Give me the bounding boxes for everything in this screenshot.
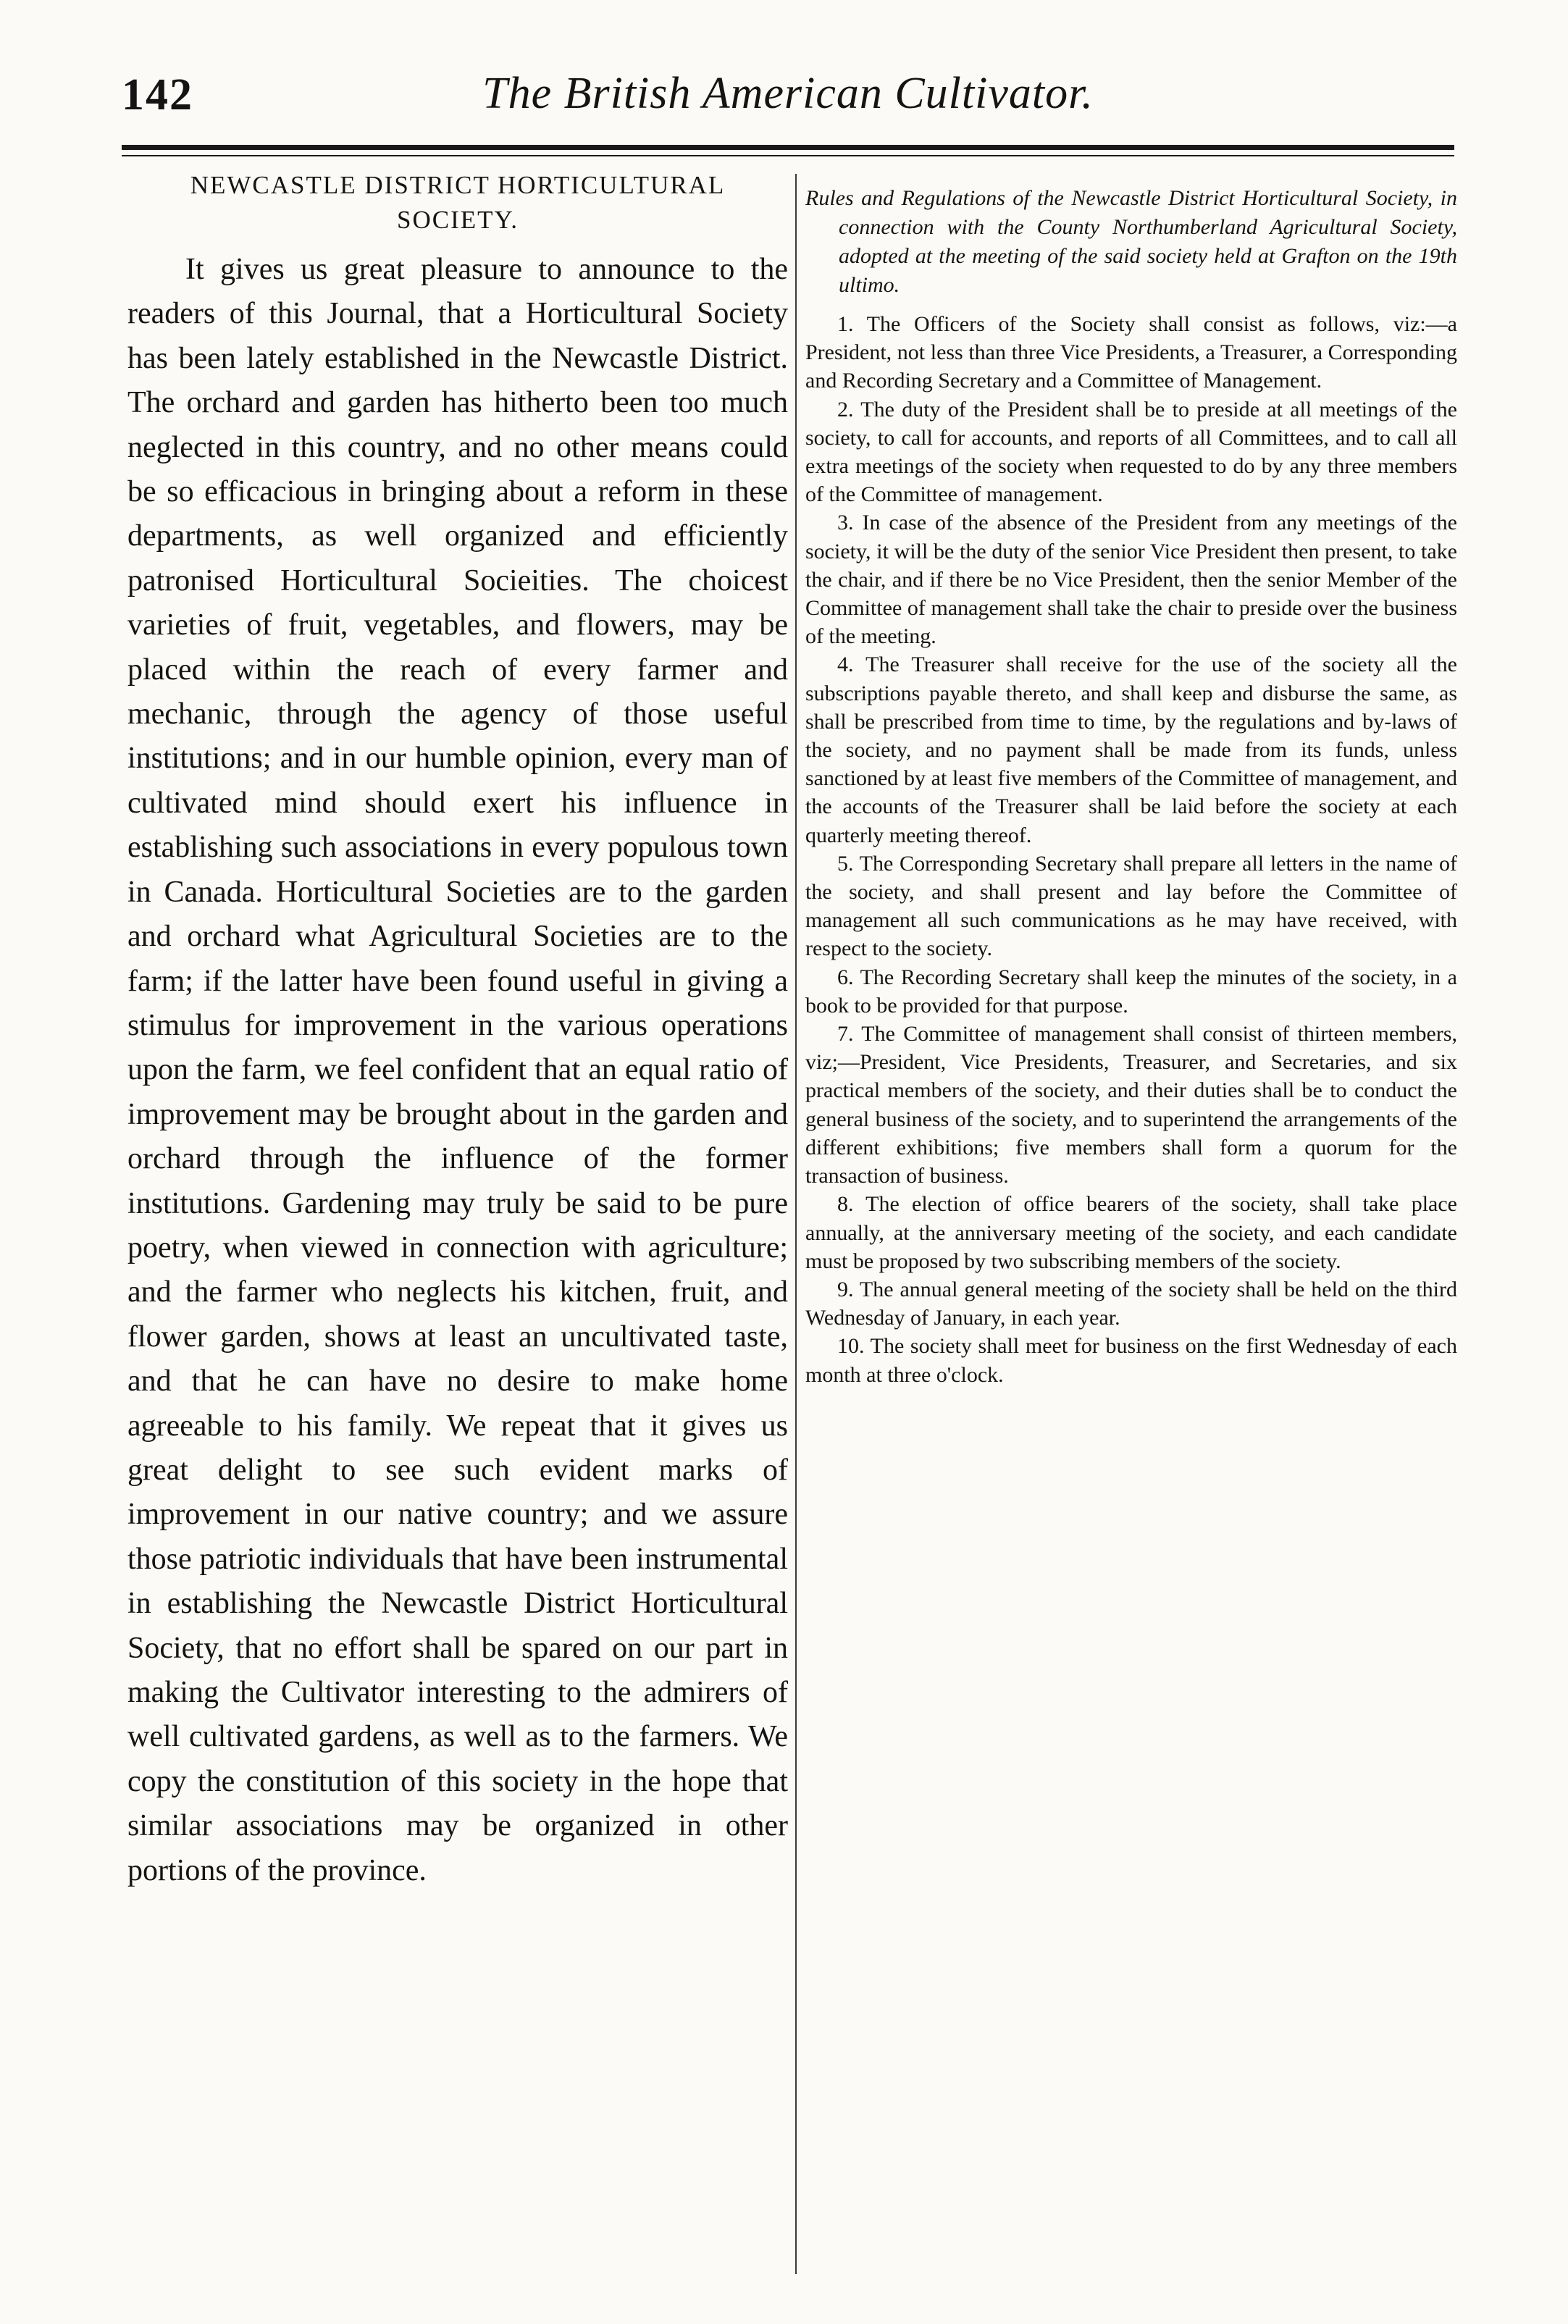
rule-item: 6. The Recording Secretary shall keep the minutes of the society, in a book to be provided for that purpose. xyxy=(805,965,1457,1018)
article-body: It gives us great pleasure to announce to the readers of this Journal, that a Horticultural Society has been lately established in the Newcastle District. The orchard and garden has hitherto been too much neglected in this country, and no other means could be so efficacious in bringing about a reform in these departments, as well organized and efficiently patronised Horticultural Socieities. The choicest varieties of fruit, vegetables, and flowers, may be placed within the reach of every farmer and mechanic, through the agency of those useful institutions; and in our humble opinion, every man of cultivated mind should exert his influence in establishing such associations in every populous town in Canada. Horticultural Societies are to the garden and orchard what Agricultural Societies are to the farm; if the latter have been found useful in giving a stimulus for improvement in the various operations upon the farm, we feel confident that an equal ratio of improvement may be brought about in the garden and orchard through the influence of the former institutions. Gardening may truly be said to be pure poetry, when viewed in connection with agriculture; and the farmer who neglects his kitchen, fruit, and flower garden, shows at least an uncultivated taste, and that he can have no desire to make home agreeable to his family. We repeat that it gives us great delight to see such evident marks of improvement in our native country; and we assure those patriotic individuals that have been instrumental in establishing the Newcastle District Horticultural Society, that no effort shall be spared on our part in making the Cultivator interesting to the admirers of well cultivated gardens, as well as to the farmers. We copy the constitution of this society in the hope that similar associations may be organized in other portions of the province. xyxy=(127,253,788,1887)
right-column xyxy=(805,168,1457,1389)
rule-item: 3. In case of the absence of the President from any meetings of the society, it will be the duty of the senior Vice President then present, to take the chair, and if there be no Vice President, then the senior Member of the Committee of management shall take the chair to preside over the business of the meeting. xyxy=(805,511,1457,649)
rule-item: 5. The Corresponding Secretary shall prepare all letters in the name of the society, and shall present and lay before the Committee of management all such communications as he may have received, with respect to the society. xyxy=(805,851,1457,961)
rule-item: 2. The duty of the President shall be to preside at all meetings of the society, to call for accounts, and reports of all Committees, and to call all extra meetings of the society when requested to do by any three members of the Committee of management. xyxy=(805,397,1457,507)
running-title: The British American Cultivator. xyxy=(482,69,1094,118)
rule-item: 7. The Committee of management shall consist of thirteen members, viz;—President, Vice Presidents, Treasurer, and Secretaries, and six practical members of the society, and their duties shall be to conduct the general business of the society, and to superintend the arrangements of the different exhibitions; five members shall form a quorum for the transaction of business. xyxy=(805,1022,1457,1188)
rule-item: 4. The Treasurer shall receive for the use of the society all the subscriptions payable thereto, and shall keep and disburse the same, as shall be prescribed from time to time, by the regulations and by-laws of the society, and no payment shall be made from its funds, unless sanctioned by at least five members of the Committee of management, and the accounts of the Treasurer shall be laid before the society at each quarterly meeting thereof. xyxy=(805,653,1457,847)
rule-item: 10. The society shall meet for business on the first Wednesday of each month at three o'clock. xyxy=(805,1334,1457,1387)
header-rule-thick xyxy=(122,145,1454,150)
left-column xyxy=(127,168,788,1893)
page-header xyxy=(122,64,1454,143)
rule-item: 9. The annual general meeting of the society shall be held on the third Wednesday of January, in each year. xyxy=(805,1277,1457,1330)
article-heading: NEWCASTLE DISTRICT HORTICULTURAL SOCIETY. xyxy=(190,171,726,234)
rules-caption: Rules and Regulations of the Newcastle District Horticultural Society, in connection with the County Northumberland Agricultural Society, adopted at the meeting of the said society held at Grafton on the 19th ultimo. xyxy=(805,186,1457,297)
rule-item: 1. The Officers of the Society shall consist as follows, viz:—a President, not less than three Vice Presidents, a Treasurer, a Corresponding and Recording Secretary and a Committee of Management. xyxy=(805,312,1457,393)
rules-list xyxy=(805,310,1457,1389)
rule-item: 8. The election of office bearers of the society, shall take place annually, at the anniversary meeting of the society, and each candidate must be proposed by two subscribing members of the society. xyxy=(805,1192,1457,1273)
page-number: 142 xyxy=(122,70,193,119)
header-rule-thin xyxy=(122,155,1454,156)
column-divider xyxy=(795,174,797,2274)
